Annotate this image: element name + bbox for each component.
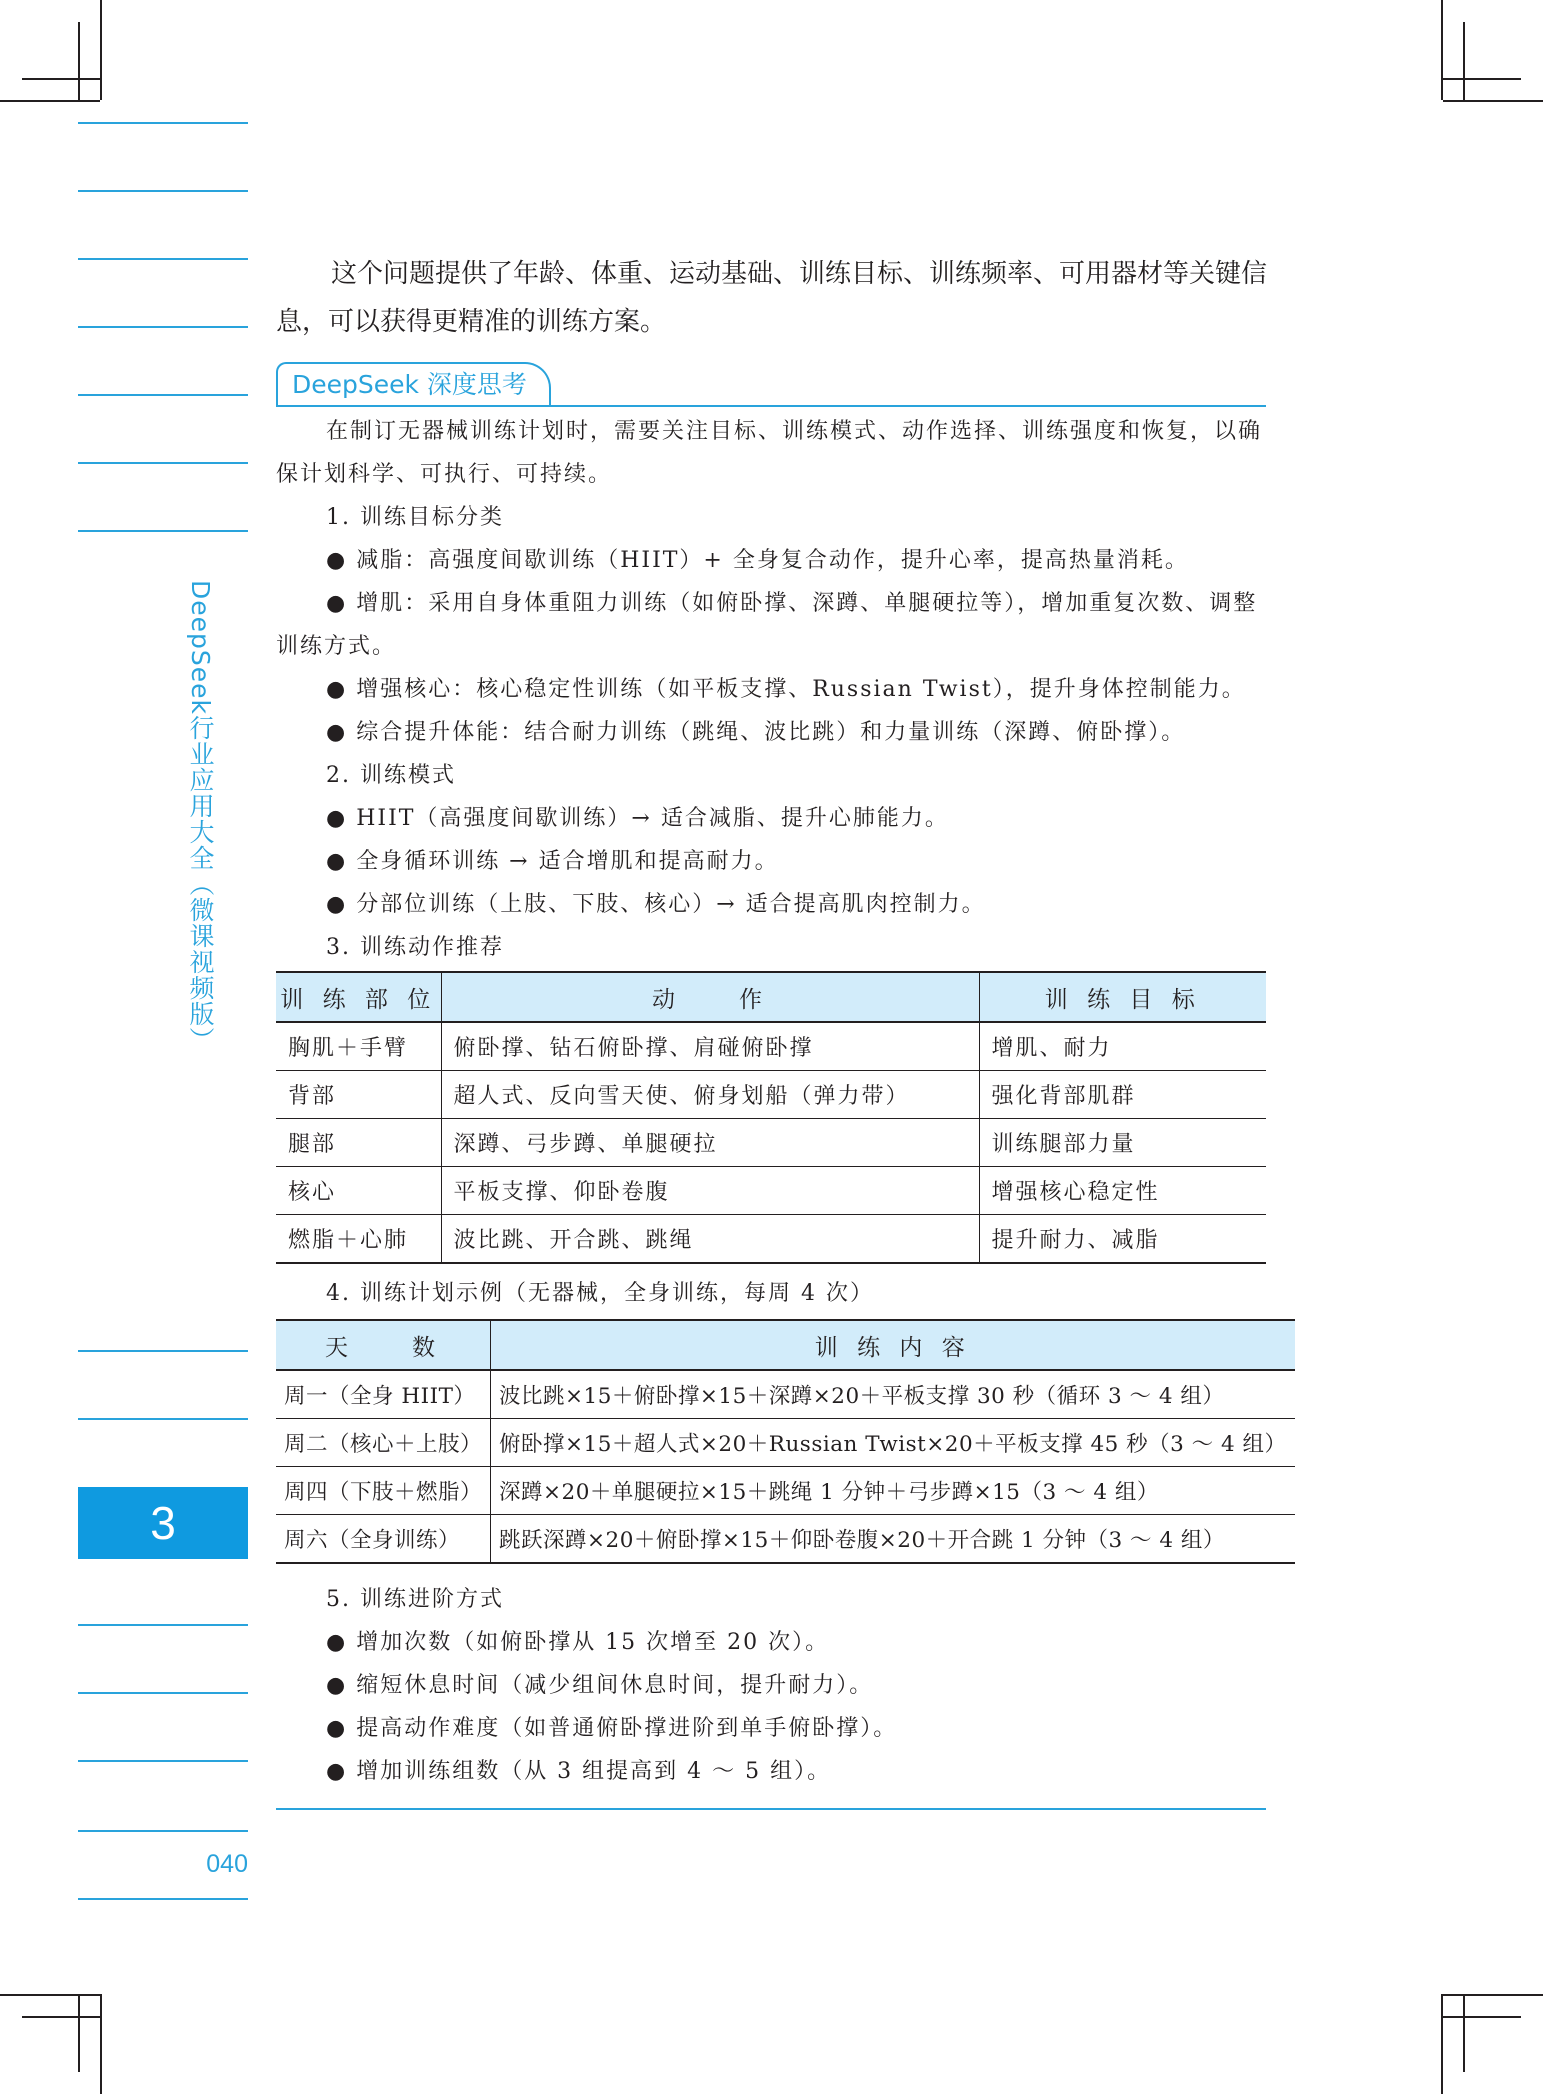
- crop-mark-bottom-right-v2: [1463, 1994, 1465, 2072]
- crop-mark-bottom-left-v: [100, 1994, 102, 2094]
- crop-mark-bottom-left-h: [22, 2016, 100, 2018]
- bullet-item: ● 全身循环训练 → 适合增肌和提高耐力。: [326, 849, 779, 874]
- table-cell: 提升耐力、减脂: [979, 1215, 1266, 1264]
- table-cell: 波比跳、开合跳、跳绳: [441, 1215, 979, 1264]
- crop-mark-top-right-h: [1443, 78, 1521, 80]
- deepseek-section-label: DeepSeek 深度思考: [276, 362, 551, 406]
- table-cell: 胸肌＋手臂: [276, 1022, 441, 1071]
- table-row: [276, 1167, 1266, 1215]
- bullet-item: ● 增加训练组数（从 3 组提高到 4 ～ 5 组）。: [326, 1759, 832, 1784]
- heading: 4. 训练计划示例（无器械，全身训练，每周 4 次）: [326, 1281, 874, 1306]
- deepseek-thinking-content: [276, 410, 1287, 1793]
- crop-mark-top-right-v2: [1463, 22, 1465, 100]
- crop-mark-bottom-right-h: [1443, 2016, 1521, 2018]
- table-cell: 核心: [276, 1167, 441, 1215]
- heading: 1. 训练目标分类: [326, 505, 504, 530]
- bullet-item: ● 缩短休息时间（减少组间休息时间，提升耐力）。: [326, 1673, 874, 1698]
- table-header: 动 作: [441, 972, 979, 1022]
- table-row: [276, 1419, 1295, 1467]
- margin-rule: [78, 530, 248, 532]
- margin-rule: [78, 394, 248, 396]
- margin-rule: [78, 1418, 248, 1420]
- margin-rule: [78, 326, 248, 328]
- table-cell: 周四（下肢＋燃脂）: [276, 1467, 491, 1515]
- intro-paragraph: 这个问题提供了年龄、体重、运动基础、训练目标、训练频率、可用器材等关键信息，可以获得更精准的训练方案。: [276, 259, 1268, 337]
- bullet-item: ● 提高动作难度（如普通俯卧撑进阶到单手俯卧撑）。: [326, 1716, 898, 1741]
- crop-mark-bottom-left-v2: [78, 1994, 80, 2072]
- crop-mark-bottom-right-h2: [1443, 1994, 1543, 1996]
- table-cell: 背部: [276, 1071, 441, 1119]
- table-cell: 俯卧撑、钻石俯卧撑、肩碰俯卧撑: [441, 1022, 979, 1071]
- table-header: 训 练 内 容: [491, 1320, 1295, 1370]
- table-cell: 燃脂＋心肺: [276, 1215, 441, 1264]
- page-number: 040: [206, 1850, 248, 1878]
- table-row: [276, 1467, 1295, 1515]
- bullet-item: ● 综合提升体能：结合耐力训练（跳绳、波比跳）和力量训练（深蹲、俯卧撑）。: [326, 720, 1186, 745]
- table-cell: 腿部: [276, 1119, 441, 1167]
- margin-rule: [78, 258, 248, 260]
- table-cell: 超人式、反向雪天使、俯身划船（弹力带）: [441, 1071, 979, 1119]
- table-cell: 波比跳×15＋俯卧撑×15＋深蹲×20＋平板支撑 30 秒（循环 3 ～ 4 组）: [491, 1370, 1295, 1419]
- table-cell: 增肌、耐力: [979, 1022, 1266, 1071]
- crop-mark-bottom-right-v: [1441, 1994, 1443, 2094]
- heading: 2. 训练模式: [326, 763, 456, 788]
- crop-mark-top-right-v: [1441, 0, 1443, 100]
- section-top-rule: [276, 405, 1266, 407]
- book-side-title: DeepSeek行业应用大全（微课视频版）: [186, 580, 215, 1053]
- chapter-number-tab: 3: [78, 1487, 248, 1559]
- paragraph: 在制订无器械训练计划时，需要关注目标、训练模式、动作选择、训练强度和恢复，以确保计划科学、可执行、可持续。: [276, 419, 1263, 487]
- margin-rule: [78, 1692, 248, 1694]
- margin-rule: [78, 462, 248, 464]
- table-cell: 强化背部肌群: [979, 1071, 1266, 1119]
- heading: 3. 训练动作推荐: [326, 935, 504, 960]
- table-cell: 周一（全身 HIIT）: [276, 1370, 491, 1419]
- table-row: [276, 1515, 1295, 1564]
- bullet-item: ● HIIT（高强度间歇训练）→ 适合减脂、提升心肺能力。: [326, 806, 949, 831]
- bullet-item: ● 增肌：采用自身体重阻力训练（如俯卧撑、深蹲、单腿硬拉等），增加重复次数、调整训练方式。: [276, 591, 1258, 659]
- crop-mark-top-right-h2: [1443, 100, 1543, 102]
- crop-mark-top-left-h: [22, 78, 100, 80]
- table-cell: 训练腿部力量: [979, 1119, 1266, 1167]
- table-row: [276, 1215, 1266, 1264]
- table-cell: 俯卧撑×15＋超人式×20＋Russian Twist×20＋平板支撑 45 秒（3 ～ 4 组）: [491, 1419, 1295, 1467]
- table-cell: 深蹲×20＋单腿硬拉×15＋跳绳 1 分钟＋弓步蹲×15（3 ～ 4 组）: [491, 1467, 1295, 1515]
- table-header: 训 练 目 标: [979, 972, 1266, 1022]
- section-bottom-rule: [276, 1808, 1266, 1810]
- margin-rule: [78, 1624, 248, 1626]
- crop-mark-top-left-h2: [0, 100, 100, 102]
- bullet-item: ● 减脂：高强度间歇训练（HIIT）+ 全身复合动作，提升心率，提高热量消耗。: [326, 548, 1189, 573]
- bullet-item: ● 增强核心：核心稳定性训练（如平板支撑、Russian Twist），提升身体控制能力。: [326, 677, 1246, 702]
- table-header: 训 练 部 位: [276, 972, 441, 1022]
- bullet-item: ● 增加次数（如俯卧撑从 15 次增至 20 次）。: [326, 1630, 830, 1655]
- margin-rule: [78, 1830, 248, 1832]
- table-cell: 周二（核心＋上肢）: [276, 1419, 491, 1467]
- margin-rule: [78, 122, 248, 124]
- margin-rule: [78, 1760, 248, 1762]
- margin-rule: [78, 1350, 248, 1352]
- crop-mark-top-left-v: [100, 0, 102, 100]
- margin-rule: [78, 190, 248, 192]
- margin-rule: [78, 1898, 248, 1900]
- bullet-item: ● 分部位训练（上肢、下肢、核心）→ 适合提高肌肉控制力。: [326, 892, 986, 917]
- crop-mark-top-left-v2: [78, 22, 80, 100]
- table-row: [276, 1022, 1266, 1071]
- table-cell: 深蹲、弓步蹲、单腿硬拉: [441, 1119, 979, 1167]
- table-row: [276, 1071, 1266, 1119]
- table-header: 天 数: [276, 1320, 491, 1370]
- table-cell: 跳跃深蹲×20＋俯卧撑×15＋仰卧卷腹×20＋开合跳 1 分钟（3 ～ 4 组）: [491, 1515, 1295, 1564]
- crop-mark-bottom-left-h2: [0, 1994, 100, 1996]
- exercise-table: [276, 971, 1266, 1264]
- table-row: [276, 1119, 1266, 1167]
- heading: 5. 训练进阶方式: [326, 1587, 504, 1612]
- table-cell: 周六（全身训练）: [276, 1515, 491, 1564]
- training-plan-table: [276, 1319, 1295, 1564]
- table-cell: 平板支撑、仰卧卷腹: [441, 1167, 979, 1215]
- table-row: [276, 1370, 1295, 1419]
- table-cell: 增强核心稳定性: [979, 1167, 1266, 1215]
